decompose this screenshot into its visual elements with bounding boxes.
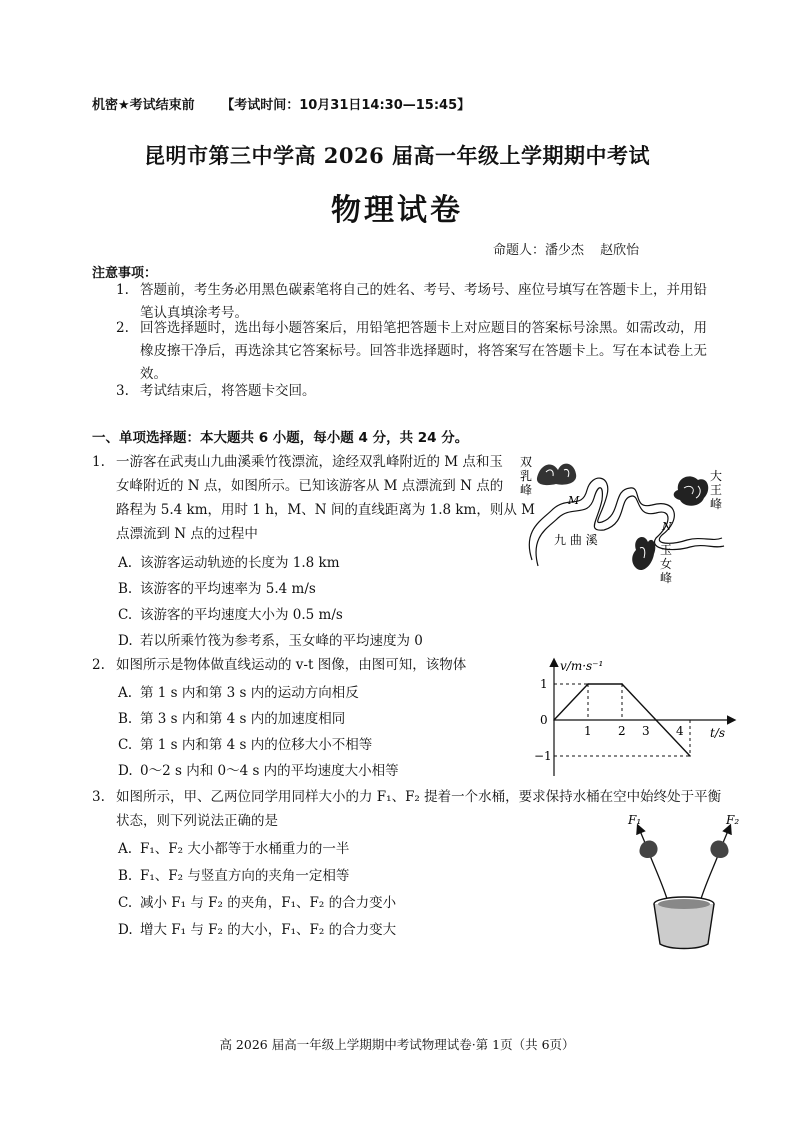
point-m-label: M — [568, 494, 580, 507]
question-text: 女峰附近的 N 点，如图所示。已知该游客从 M 点漂流到 N 点的 — [116, 478, 504, 494]
peak-label: 大 — [710, 469, 723, 483]
option-text: 该游客的平均速率为 5.4 m/s — [140, 581, 316, 597]
y-tick-label: −1 — [534, 749, 552, 763]
option-label: A. — [118, 685, 133, 701]
option-label: D. — [118, 763, 133, 779]
option-label: C. — [118, 607, 133, 623]
author-line — [493, 239, 639, 258]
option-b[interactable] — [118, 709, 345, 729]
peak-label: 峰 — [660, 571, 673, 585]
option-text: 0～2 s 内和 0～4 s 内的平均速度大小相等 — [140, 763, 399, 779]
x-tick-label: 2 — [618, 724, 626, 738]
section-heading: 一、单项选择题：本大题共 6 小题，每小题 4 分，共 24 分。 — [92, 430, 469, 446]
option-a[interactable] — [118, 683, 359, 703]
peak-label: 女 — [660, 557, 673, 571]
author-second: 赵欣怡 — [600, 243, 640, 258]
peak-label: 王 — [710, 483, 723, 497]
question-text: 如图所示，甲、乙两位同学用同样大小的力 F₁、F₂ 提着一个水桶，要求保持水桶在空中始终处于平衡 — [116, 789, 722, 805]
option-a[interactable] — [118, 839, 349, 859]
note-number: 1. — [116, 282, 129, 298]
point-n-label: N — [662, 520, 672, 533]
note-text: 效。 — [140, 366, 167, 382]
notes-title: 注意事项： — [92, 266, 158, 281]
option-label: D. — [118, 633, 133, 649]
peak-label: 双 — [520, 455, 533, 469]
subject-title: 物理试卷 — [331, 193, 463, 228]
question-text: 状态，则下列说法正确的是 — [116, 813, 278, 829]
option-c[interactable] — [118, 735, 372, 755]
hand-icon — [710, 841, 728, 858]
option-label: B. — [118, 711, 133, 727]
option-text: F₁、F₂ 大小都等于水桶重力的一半 — [140, 841, 350, 857]
exam-header — [92, 94, 470, 113]
question-text: 点漂流到 N 点的过程中 — [116, 526, 258, 542]
option-d[interactable] — [118, 761, 399, 781]
option-a[interactable] — [118, 553, 340, 573]
option-c[interactable] — [118, 893, 396, 913]
option-text: 减小 F₁ 与 F₂ 的夹角，F₁、F₂ 的合力变小 — [140, 895, 397, 911]
note-text: 橡皮擦干净后，再选涂其它答案标号。回答非选择题时，将答案写在答题卡上。写在本试卷上无 — [140, 343, 707, 359]
river-map-figure — [512, 450, 742, 600]
option-text: 该游客运动轨迹的长度为 1.8 km — [140, 555, 340, 571]
note-text: 笔认真填涂考号。 — [140, 305, 248, 321]
option-b[interactable] — [118, 579, 316, 599]
x-axis-label: t/s — [710, 726, 726, 740]
x-tick-label: 3 — [642, 724, 650, 738]
question-text: 路程为 5.4 km，用时 1 h，M、N 间的直线距离为 1.8 km，则从 M — [116, 502, 535, 518]
option-d[interactable] — [118, 631, 423, 651]
x-tick-label: 1 — [584, 724, 592, 738]
option-text: 该游客的平均速度大小为 0.5 m/s — [140, 607, 343, 623]
peak-label: 峰 — [710, 497, 723, 511]
note-number: 3. — [116, 383, 129, 399]
bucket-icon — [654, 904, 714, 949]
option-text: 第 1 s 内和第 3 s 内的运动方向相反 — [140, 685, 359, 701]
exam-time: 【考试时间：10月31日14:30—15:45】 — [221, 98, 471, 113]
hand-icon — [639, 841, 657, 858]
page-footer: 高 2026 届高一年级上学期期中考试物理试卷·第 1页（共 6页） — [219, 1037, 575, 1052]
option-label: B. — [118, 581, 133, 597]
peak-label: 峰 — [520, 483, 533, 497]
option-text: 增大 F₁ 与 F₂ 的大小，F₁、F₂ 的合力变大 — [140, 922, 397, 938]
vt-chart — [530, 652, 740, 782]
question-text: 一游客在武夷山九曲溪乘竹筏漂流，途经双乳峰附近的 M 点和玉 — [116, 454, 503, 470]
question-1 — [92, 450, 535, 546]
option-text: 若以所乘竹筏为参考系，玉女峰的平均速度为 0 — [140, 633, 423, 649]
option-c[interactable] — [118, 605, 343, 625]
option-label: C. — [118, 737, 133, 753]
option-d[interactable] — [118, 920, 396, 940]
option-b[interactable] — [118, 866, 349, 886]
option-text: 第 3 s 内和第 4 s 内的加速度相同 — [140, 711, 346, 727]
option-label: C. — [118, 895, 133, 911]
question-number: 1. — [92, 454, 105, 470]
f1-label: F₁ — [628, 813, 642, 827]
author-label: 命题人：潘少杰 — [493, 243, 585, 258]
y-tick-label: 1 — [540, 677, 548, 691]
option-label: A. — [118, 555, 133, 571]
option-label: B. — [118, 868, 133, 884]
option-text: F₁、F₂ 与竖直方向的夹角一定相等 — [140, 868, 350, 884]
question-number: 3. — [92, 789, 105, 805]
y-tick-label: 0 — [540, 713, 548, 727]
question-2 — [92, 653, 466, 677]
peak-label: 玉 — [660, 543, 673, 557]
stream-label: 九 曲 溪 — [554, 533, 598, 547]
f2-label: F₂ — [726, 813, 740, 827]
note-number: 2. — [116, 320, 129, 336]
option-label: A. — [118, 841, 133, 857]
y-axis-label: v/m·s⁻¹ — [560, 659, 604, 673]
question-text: 如图所示是物体做直线运动的 v-t 图像，由图可知，该物体 — [116, 657, 467, 673]
note-item — [116, 380, 726, 403]
option-text: 第 1 s 内和第 4 s 内的位移大小不相等 — [140, 737, 373, 753]
exam-title: 昆明市第三中学高 2026 届高一年级上学期期中考试 — [143, 143, 651, 168]
note-text: 答题前，考生务必用黑色碳素笔将自己的姓名、考号、考场号、座位号填写在答题卡上，并用铅 — [140, 282, 707, 298]
bucket-figure — [622, 812, 752, 952]
secret-label: 机密★考试结束前 — [92, 98, 195, 113]
note-item — [116, 317, 726, 386]
note-text: 回答选择题时，选出每小题答案后，用铅笔把答题卡上对应题目的答案标号涂黑。如需改动，用 — [140, 320, 707, 336]
option-label: D. — [118, 922, 133, 938]
question-number: 2. — [92, 657, 105, 673]
x-tick-label: 4 — [676, 724, 684, 738]
note-text: 考试结束后，将答题卡交回。 — [140, 383, 316, 399]
peak-label: 乳 — [520, 469, 533, 483]
